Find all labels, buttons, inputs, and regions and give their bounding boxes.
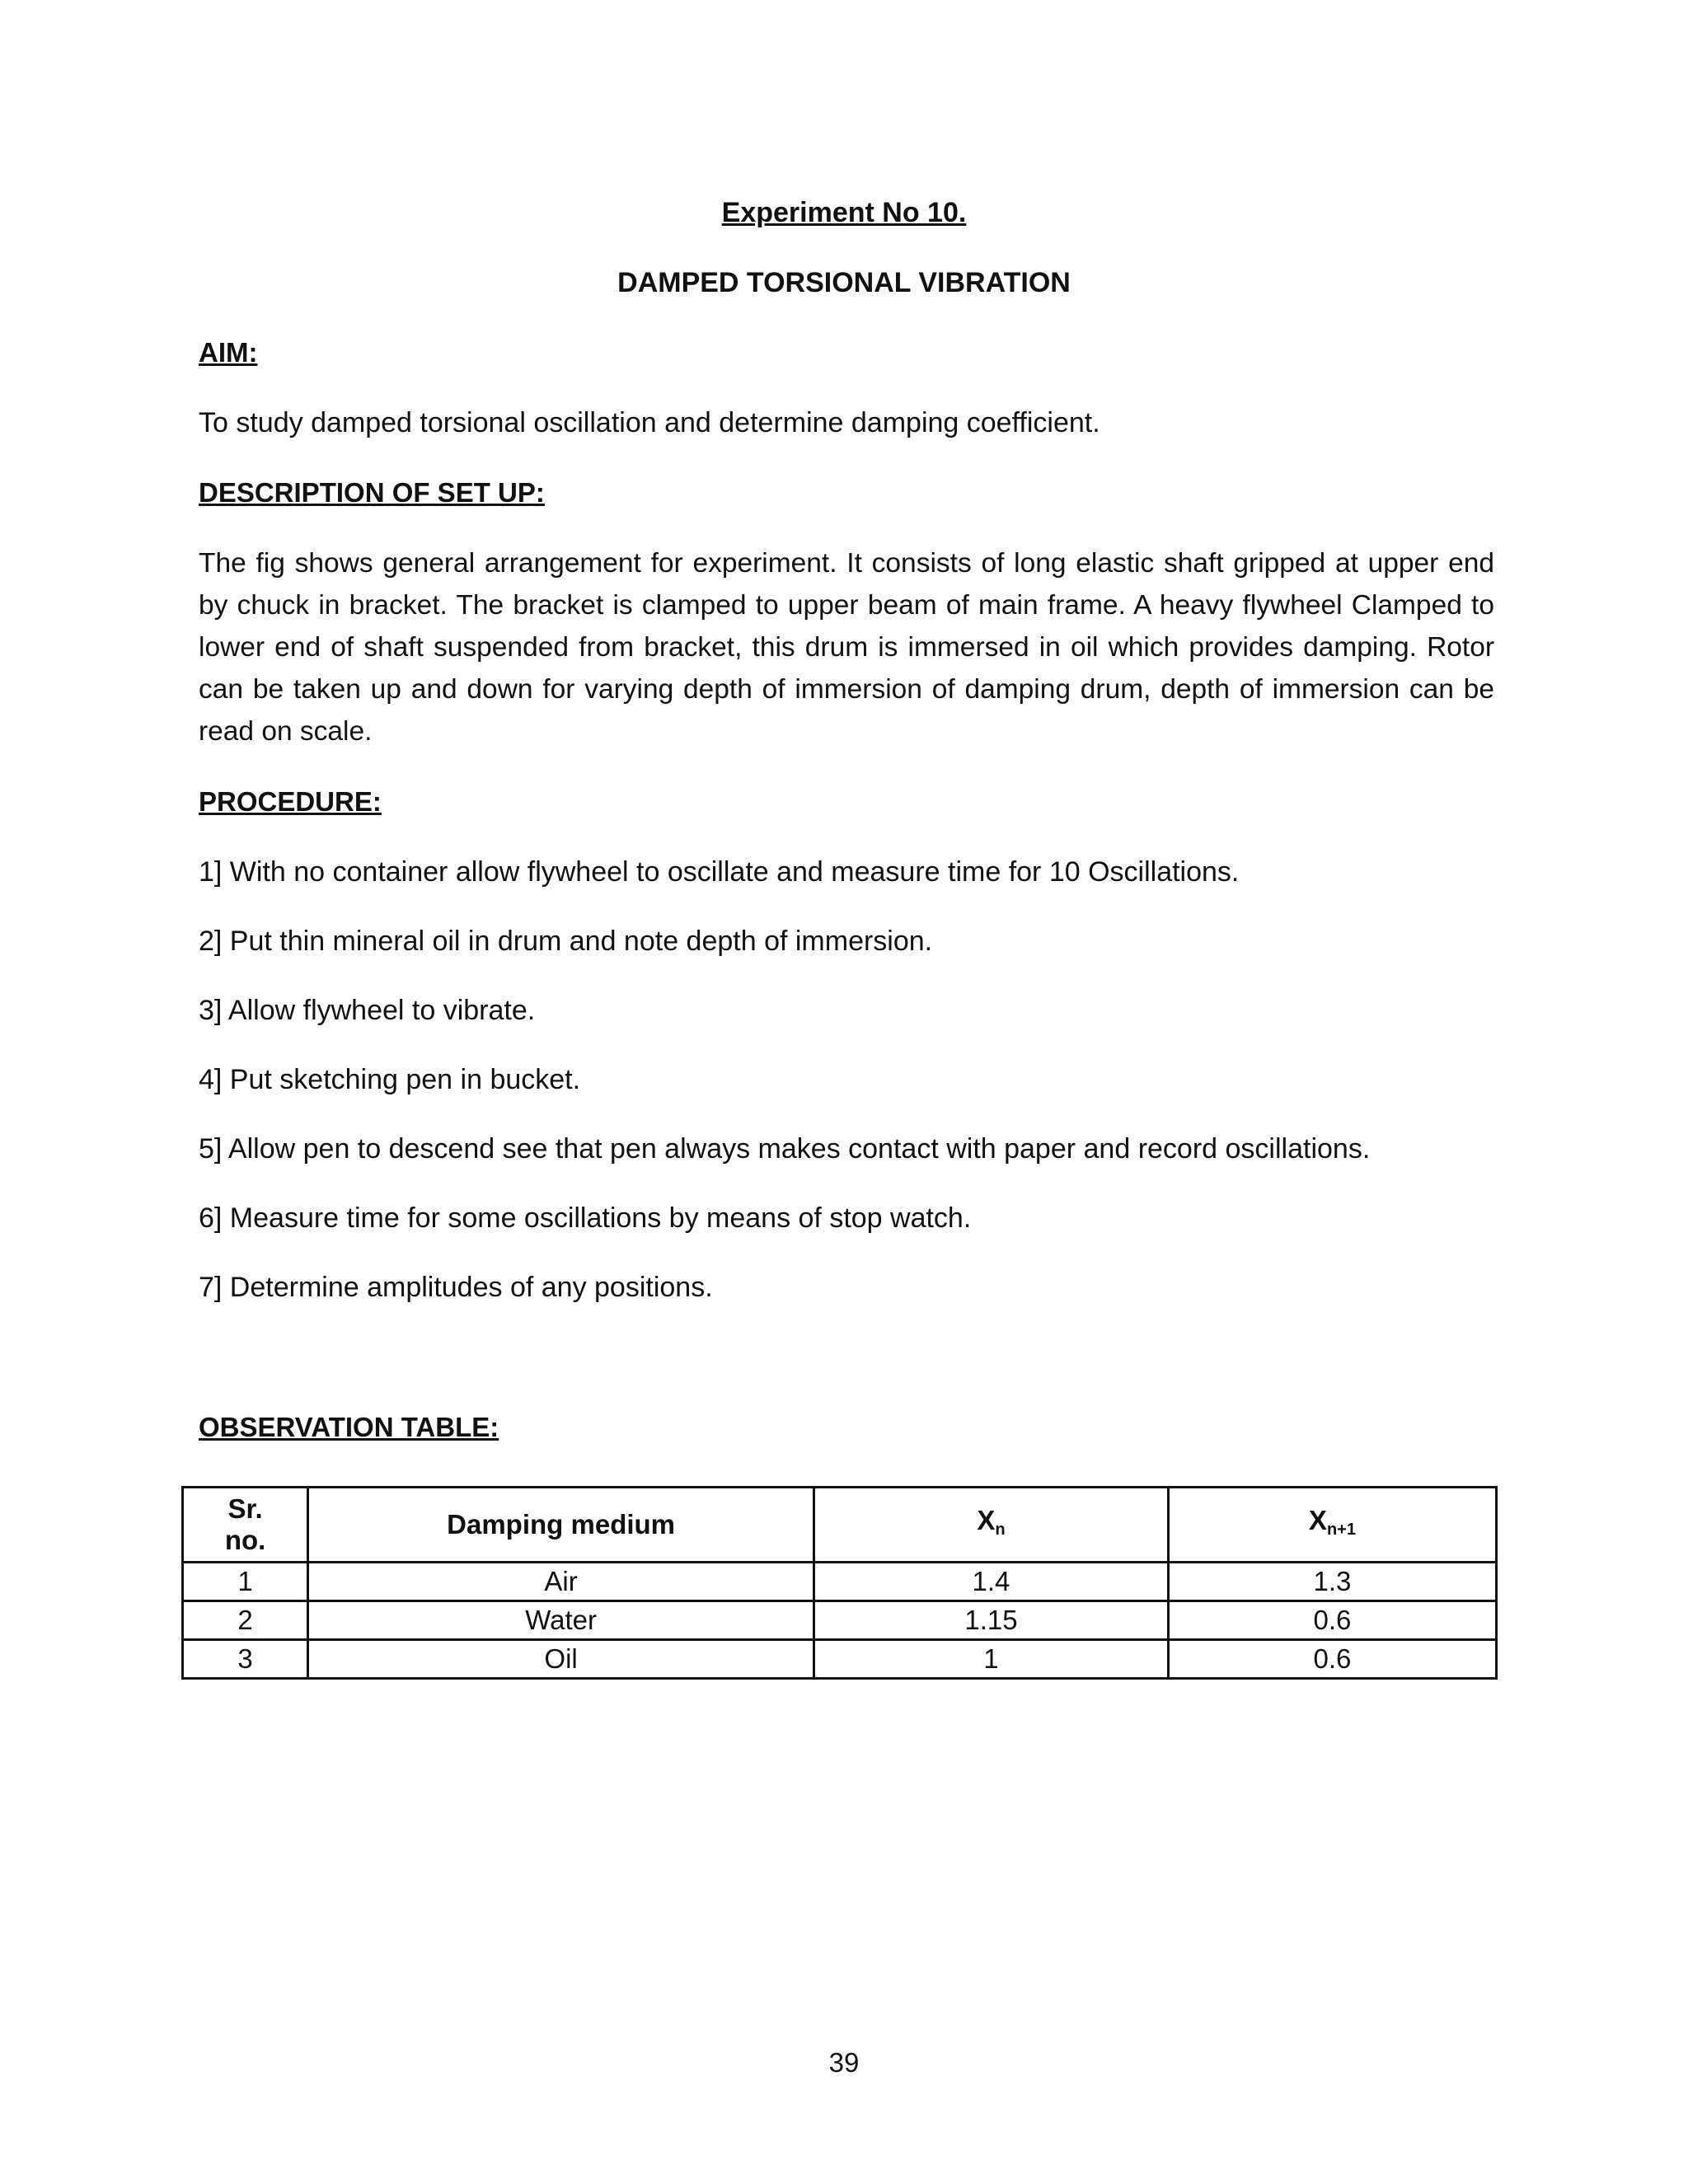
cell-xn: 1 <box>814 1640 1169 1679</box>
table-row <box>183 1563 1497 1601</box>
cell-xn1: 0.6 <box>1168 1640 1496 1679</box>
cell-medium: Water <box>308 1601 814 1640</box>
cell-medium: Oil <box>308 1640 814 1679</box>
cell-medium: Air <box>308 1563 814 1601</box>
procedure-step: 7] Determine amplitudes of any positions. <box>199 1272 713 1303</box>
header-xn1 <box>1168 1488 1496 1563</box>
header-xn <box>814 1488 1169 1563</box>
procedure-step: 3] Allow flywheel to vibrate. <box>199 995 536 1026</box>
procedure-heading: PROCEDURE: <box>199 786 382 817</box>
table-header-row <box>183 1488 1497 1563</box>
cell-xn1: 0.6 <box>1168 1601 1496 1640</box>
aim-text: To study damped torsional oscillation and determine damping coefficient. <box>199 407 1100 438</box>
subject-title: DAMPED TORSIONAL VIBRATION <box>617 267 1071 298</box>
procedure-step: 6] Measure time for some oscillations by means of stop watch. <box>199 1202 972 1234</box>
cell-sr: 3 <box>183 1640 308 1679</box>
observation-table <box>181 1486 1498 1680</box>
cell-xn: 1.15 <box>814 1601 1169 1640</box>
aim-heading: AIM: <box>199 337 258 368</box>
procedure-step: 5] Allow pen to descend see that pen always makes contact with paper and record oscillations. <box>199 1133 1371 1165</box>
header-xn1-base: X <box>1308 1504 1327 1535</box>
procedure-step: 4] Put sketching pen in bucket. <box>199 1064 581 1095</box>
page-number: 39 <box>828 2047 860 2078</box>
header-sr-line2: no. <box>224 1525 266 1555</box>
table-row <box>183 1601 1497 1640</box>
header-sr-no <box>183 1488 308 1563</box>
table-row <box>183 1640 1497 1679</box>
cell-sr: 2 <box>183 1601 308 1640</box>
cell-xn1: 1.3 <box>1168 1563 1496 1601</box>
procedure-step: 1] With no container allow flywheel to oscillate and measure time for 10 Oscillations. <box>199 856 1240 888</box>
procedure-step: 2] Put thin mineral oil in drum and note depth of immersion. <box>199 926 933 957</box>
experiment-title <box>0 196 1688 229</box>
description-heading: DESCRIPTION OF SET UP: <box>199 477 545 508</box>
header-xn-sub: n <box>995 1520 1006 1539</box>
cell-xn: 1.4 <box>814 1563 1169 1601</box>
header-xn1-sub: n+1 <box>1326 1520 1356 1539</box>
header-sr-line1: Sr. <box>227 1493 263 1524</box>
description-text: The fig shows general arrangement for experiment. It consists of long elastic shaft gripped at upper end by chuck in bracket. The bracket is clamped to upper beam of main frame. A heavy flywheel Clamped to lower end of shaft suspended from bracket, this drum is immersed in oil which provides damping. Rotor can be taken up and down for varying depth of immersion of damping drum, depth of immersion can be read on scale. <box>199 548 1494 747</box>
header-xn-base: X <box>977 1504 996 1535</box>
observation-heading: OBSERVATION TABLE: <box>199 1412 499 1442</box>
experiment-title-text: Experiment No 10. <box>721 197 967 228</box>
cell-sr: 1 <box>183 1563 308 1601</box>
header-damping-medium: Damping medium <box>308 1488 814 1563</box>
